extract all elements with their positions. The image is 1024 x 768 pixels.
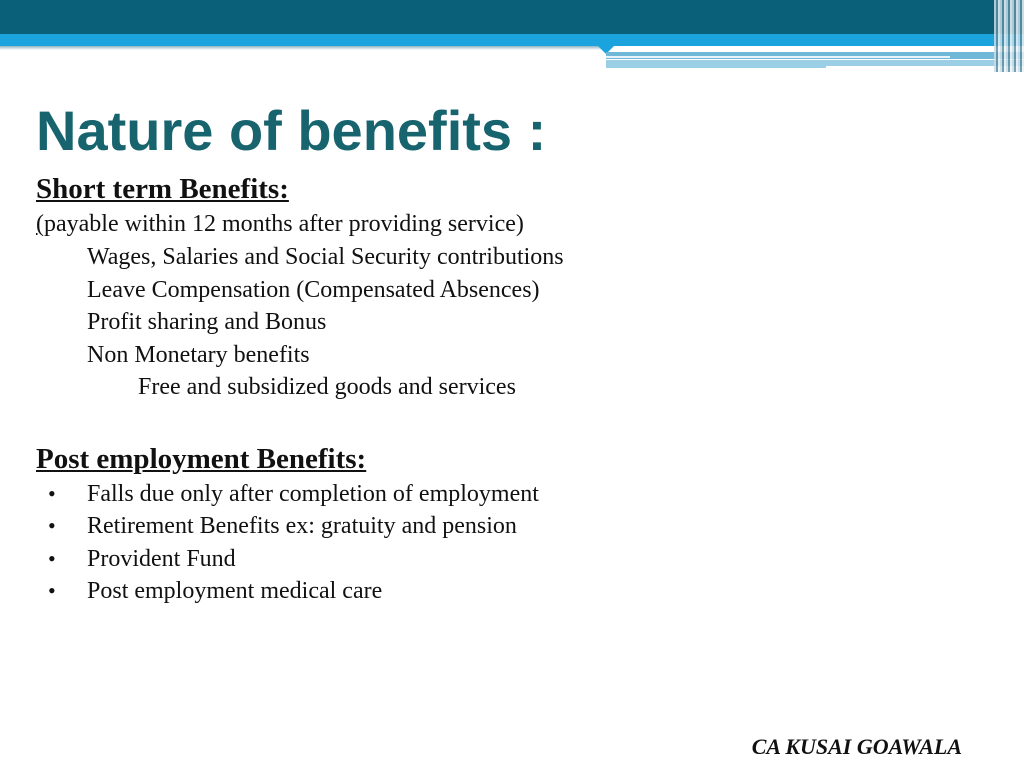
list-item-text: Falls due only after completion of employment (87, 480, 539, 507)
post-employment-list (36, 478, 996, 608)
list-item-text: Provident Fund (87, 545, 236, 572)
section-gap (36, 404, 996, 440)
bullet-icon: • (48, 480, 56, 506)
list-item (36, 478, 996, 511)
list-item-text: Post employment medical care (87, 578, 383, 604)
list-item (36, 543, 996, 576)
bullet-icon: • (48, 578, 56, 603)
header-stripes (994, 0, 1024, 72)
header-banner-light (0, 34, 1024, 46)
short-term-note-open-paren: ( (36, 211, 44, 237)
slide-title: Nature of benefits : (36, 99, 547, 162)
header-shadow (0, 46, 610, 50)
short-term-note-text: payable within 12 months after providing service) (44, 211, 524, 237)
footer-author: CA KUSAI GOAWALA (751, 734, 962, 759)
short-term-item: Wages, Salaries and Social Security contributions (87, 244, 564, 270)
post-employment-heading: Post employment Benefits: (36, 442, 367, 475)
short-term-item: Profit sharing and Bonus (87, 309, 327, 335)
header-banner-dark (0, 0, 1024, 36)
bullet-icon: • (48, 545, 56, 571)
short-term-subitem: Free and subsidized goods and services (138, 374, 516, 400)
bullet-icon: • (48, 513, 56, 538)
list-item (36, 510, 996, 543)
list-item (36, 575, 996, 608)
slide-content (36, 170, 996, 608)
short-term-note (36, 208, 996, 241)
short-term-item: Leave Compensation (Compensated Absences) (87, 276, 540, 303)
short-term-heading: Short term Benefits: (36, 173, 289, 205)
header-accent-line (606, 56, 950, 58)
list-item-text: Retirement Benefits ex: gratuity and pension (87, 513, 517, 539)
short-term-item: Non Monetary benefits (87, 341, 310, 368)
